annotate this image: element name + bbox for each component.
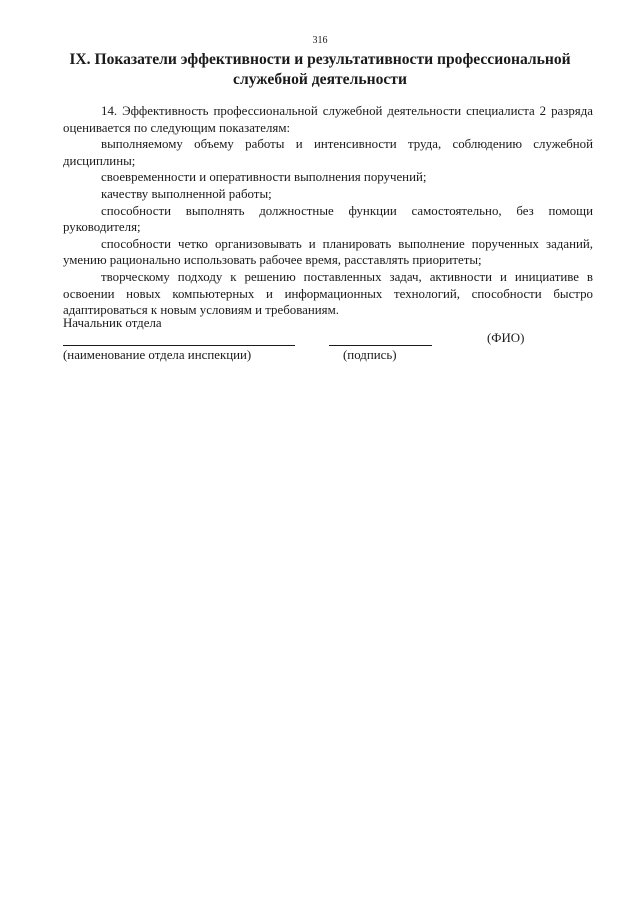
- department-signature-line: [63, 345, 295, 346]
- fio-label: (ФИО): [487, 331, 525, 345]
- signature-title: Начальник отдела: [63, 316, 162, 330]
- signature-line: [329, 345, 432, 346]
- criterion-organization: способности четко организовывать и планировать выполнение порученных заданий, умению рационально использовать рабочее время, расставлять приоритеты;: [63, 236, 593, 268]
- criterion-workload: выполняемому объему работы и интенсивности труда, соблюдению служебной дисциплины;: [63, 137, 593, 168]
- heading-line-2: служебной деятельности: [233, 71, 407, 88]
- signature-caption: (подпись): [343, 348, 397, 362]
- department-caption: (наименование отдела инспекции): [63, 348, 252, 362]
- document-body: [63, 103, 593, 319]
- criterion-creativity: творческому подходу к решению поставленных задач, активности и инициативе в освоении новых компьютерных и информационных технологий, способности быстро адаптироваться к новым условиям и требованиям.: [63, 269, 593, 318]
- criterion-quality: качеству выполненной работы;: [101, 186, 272, 201]
- paragraph-intro: 14. Эффективность профессиональной служебной деятельности специалиста 2 разряда оценивается по следующим показателям:: [63, 104, 593, 135]
- page-number: 316: [312, 35, 328, 46]
- criterion-timeliness: своевременности и оперативности выполнения поручений;: [101, 170, 427, 185]
- section-heading: [60, 50, 580, 90]
- criterion-independence: способности выполнять должностные функции самостоятельно, без помощи руководителя;: [63, 203, 593, 235]
- heading-line-1: IX. Показатели эффективности и результативности профессиональной: [69, 51, 571, 68]
